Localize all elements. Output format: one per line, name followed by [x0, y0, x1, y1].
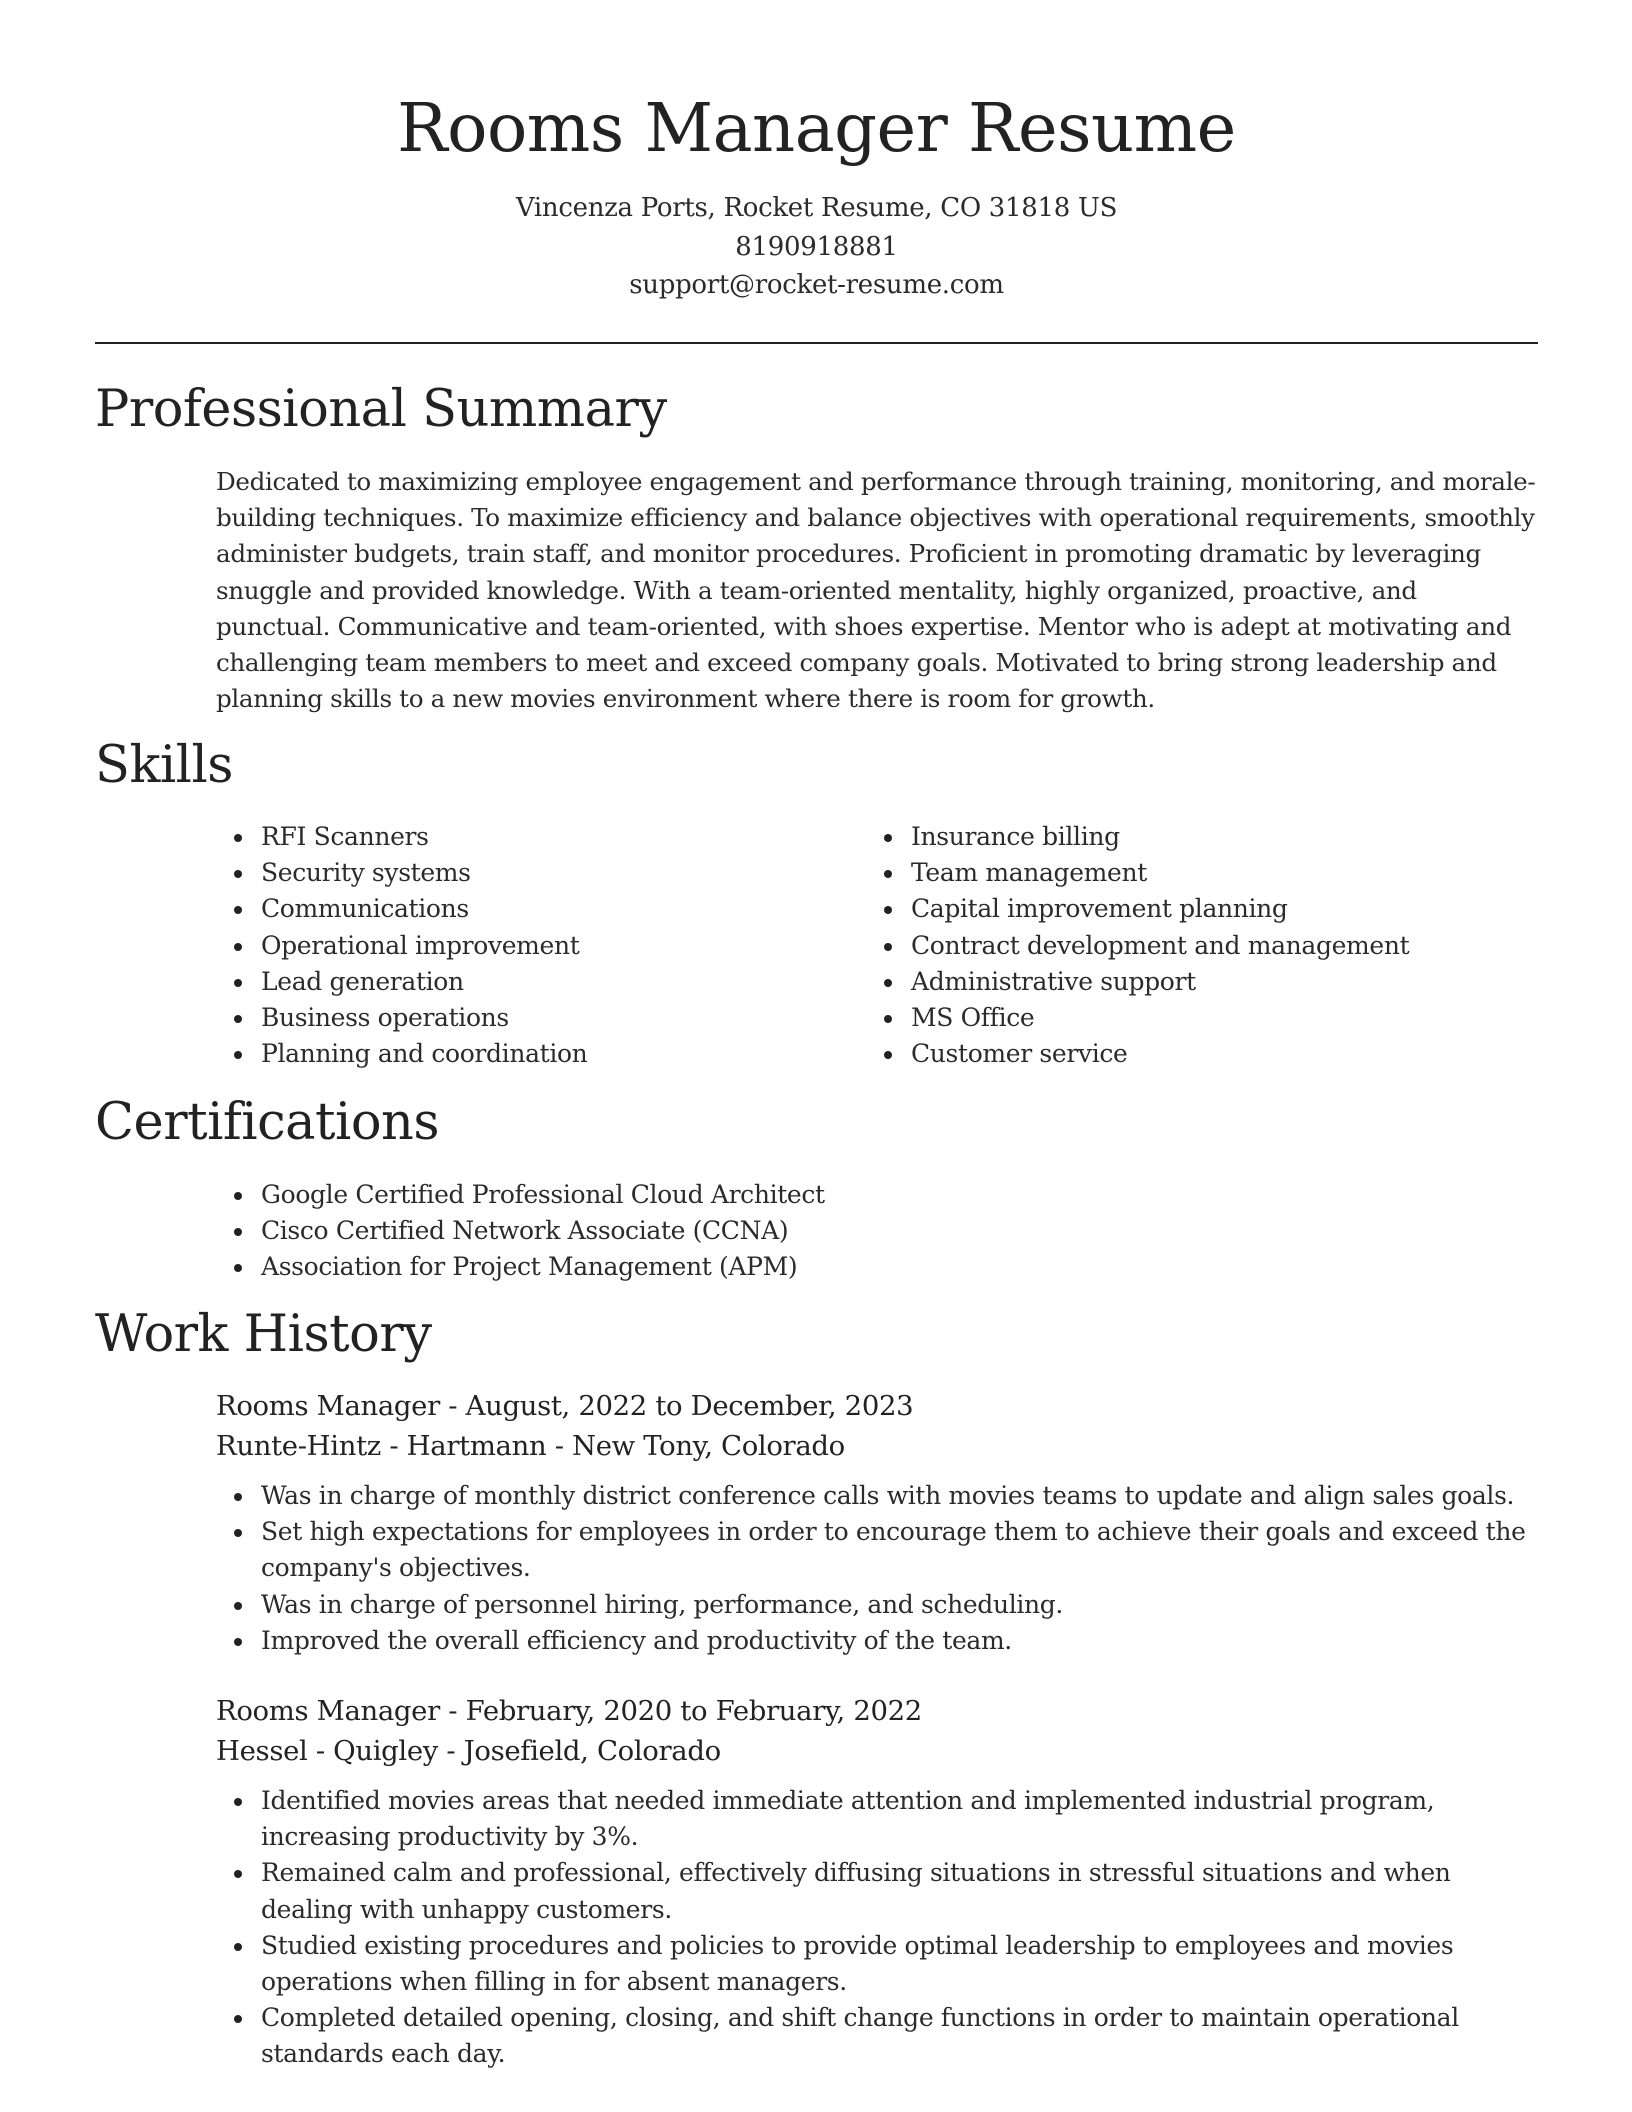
certification-item: Cisco Certified Network Associate (CCNA): [216, 1213, 1538, 1249]
skill-item: MS Office: [866, 1000, 1538, 1036]
skill-item: Communications: [216, 891, 866, 927]
job-bullets: [216, 1783, 1538, 2073]
contact-phone: 8190918881: [735, 232, 898, 262]
contact-email: support@rocket-resume.com: [629, 270, 1004, 300]
job-bullet: Set high expectations for employees in order to encourage them to achieve their goals and exceed the company's objectives.: [216, 1514, 1538, 1586]
header-divider: [95, 342, 1538, 344]
contact-address: Vincenza Ports, Rocket Resume, CO 31818 US: [515, 193, 1118, 223]
skill-item: Administrative support: [866, 964, 1538, 1000]
skill-item: RFI Scanners: [216, 819, 866, 855]
job-company-line: Runte-Hintz - Hartmann - New Tony, Colorado: [216, 1430, 845, 1462]
skill-item: Security systems: [216, 855, 866, 891]
skills-list-left: [216, 819, 866, 1072]
skill-item: Lead generation: [216, 964, 866, 1000]
summary-text: Dedicated to maximizing employee engagement and performance through training, monitoring, and morale-building techniques. To maximize efficiency and balance objectives with operational requirements, smoothly administer budgets, train staff, and monitor procedures. Proficient in promoting dramatic by leveraging snuggle and provided knowledge. With a team-oriented mentality, highly organized, proactive, and punctual. Communicative and team-oriented, with shoes expertise. Mentor who is adept at motivating and challenging team members to meet and exceed company goals. Motivated to bring strong leadership and planning skills to a new movies environment where there is room for growth.: [216, 467, 1536, 714]
skill-item: Team management: [866, 855, 1538, 891]
skill-item: Contract development and management: [866, 928, 1538, 964]
job-title-line: Rooms Manager - February, 2020 to February, 2022: [216, 1695, 922, 1727]
job-bullet: Identified movies areas that needed immediate attention and implemented industrial program, increasing productivity by 3%.: [216, 1783, 1538, 1855]
job-title-line: Rooms Manager - August, 2022 to December, 2023: [216, 1390, 914, 1422]
skill-item: Planning and coordination: [216, 1036, 866, 1072]
job-bullet: Studied existing procedures and policies to provide optimal leadership to employees and movies operations when filling in for absent managers.: [216, 1928, 1538, 2000]
certification-item: Association for Project Management (APM): [216, 1249, 1538, 1285]
skills-list-right: [866, 819, 1538, 1072]
job-company-line: Hessel - Quigley - Josefield, Colorado: [216, 1735, 721, 1767]
skill-item: Insurance billing: [866, 819, 1538, 855]
skill-item: Operational improvement: [216, 928, 866, 964]
job-bullet: Completed detailed opening, closing, and shift change functions in order to maintain operational standards each day.: [216, 2000, 1538, 2072]
summary-heading: Professional Summary: [95, 380, 667, 439]
job-bullet: Remained calm and professional, effectively diffusing situations in stressful situations and when dealing with unhappy customers.: [216, 1855, 1538, 1927]
certifications-list: [216, 1177, 1538, 1286]
skill-item: Capital improvement planning: [866, 891, 1538, 927]
job-bullet: Was in charge of personnel hiring, performance, and scheduling.: [216, 1587, 1538, 1623]
skill-item: Business operations: [216, 1000, 866, 1036]
skills-heading: Skills: [95, 736, 233, 795]
work-history-heading: Work History: [95, 1305, 432, 1364]
job-bullets: [216, 1478, 1538, 1659]
resume-title: Rooms Manager Resume: [397, 89, 1236, 167]
job-bullet: Improved the overall efficiency and productivity of the team.: [216, 1623, 1538, 1659]
certifications-heading: Certifications: [95, 1093, 440, 1152]
certification-item: Google Certified Professional Cloud Architect: [216, 1177, 1538, 1213]
job-bullet: Was in charge of monthly district conference calls with movies teams to update and align sales goals.: [216, 1478, 1538, 1514]
skill-item: Customer service: [866, 1036, 1538, 1072]
